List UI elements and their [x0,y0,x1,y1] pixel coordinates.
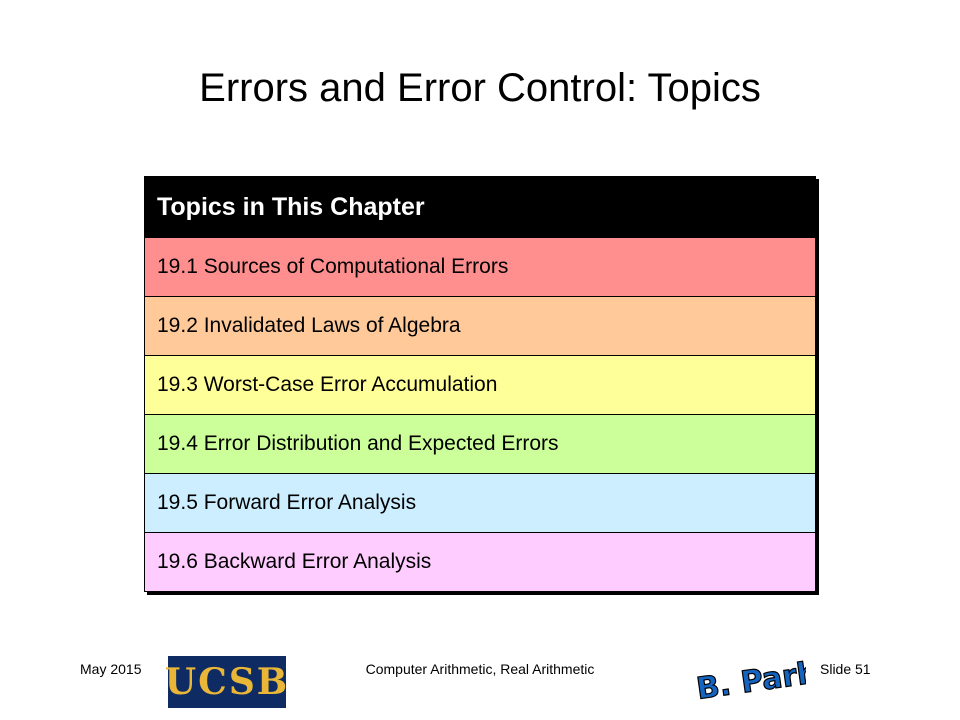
topic-19-6: 19.6 Backward Error Analysis [145,533,816,592]
table-row [145,297,816,356]
signature-text: B. Parhami [694,650,806,707]
table-row [145,356,816,415]
topic-19-4: 19.4 Error Distribution and Expected Errors [145,415,816,474]
table-row [145,533,816,592]
topic-19-2: 19.2 Invalidated Laws of Algebra [145,297,816,356]
footer-course-title: Computer Arithmetic, Real Arithmetic [365,661,595,677]
topic-19-3: 19.3 Worst-Case Error Accumulation [145,356,816,415]
footer-slide-number: Slide 51 [820,661,871,677]
table-header-cell: Topics in This Chapter [145,177,816,238]
topics-table [144,176,816,592]
ucsb-logo [164,656,290,708]
author-signature-logo [688,650,806,715]
ucsb-logo-text: UCSB [164,661,290,703]
table-row [145,474,816,533]
table-row [145,238,816,297]
table-row [145,415,816,474]
slide-title: Errors and Error Control: Topics [199,66,761,110]
topic-19-1: 19.1 Sources of Computational Errors [145,238,816,297]
signature-graphic [688,650,806,710]
table-header-row [145,177,816,238]
topic-19-5: 19.5 Forward Error Analysis [145,474,816,533]
footer-date: May 2015 [80,661,142,677]
